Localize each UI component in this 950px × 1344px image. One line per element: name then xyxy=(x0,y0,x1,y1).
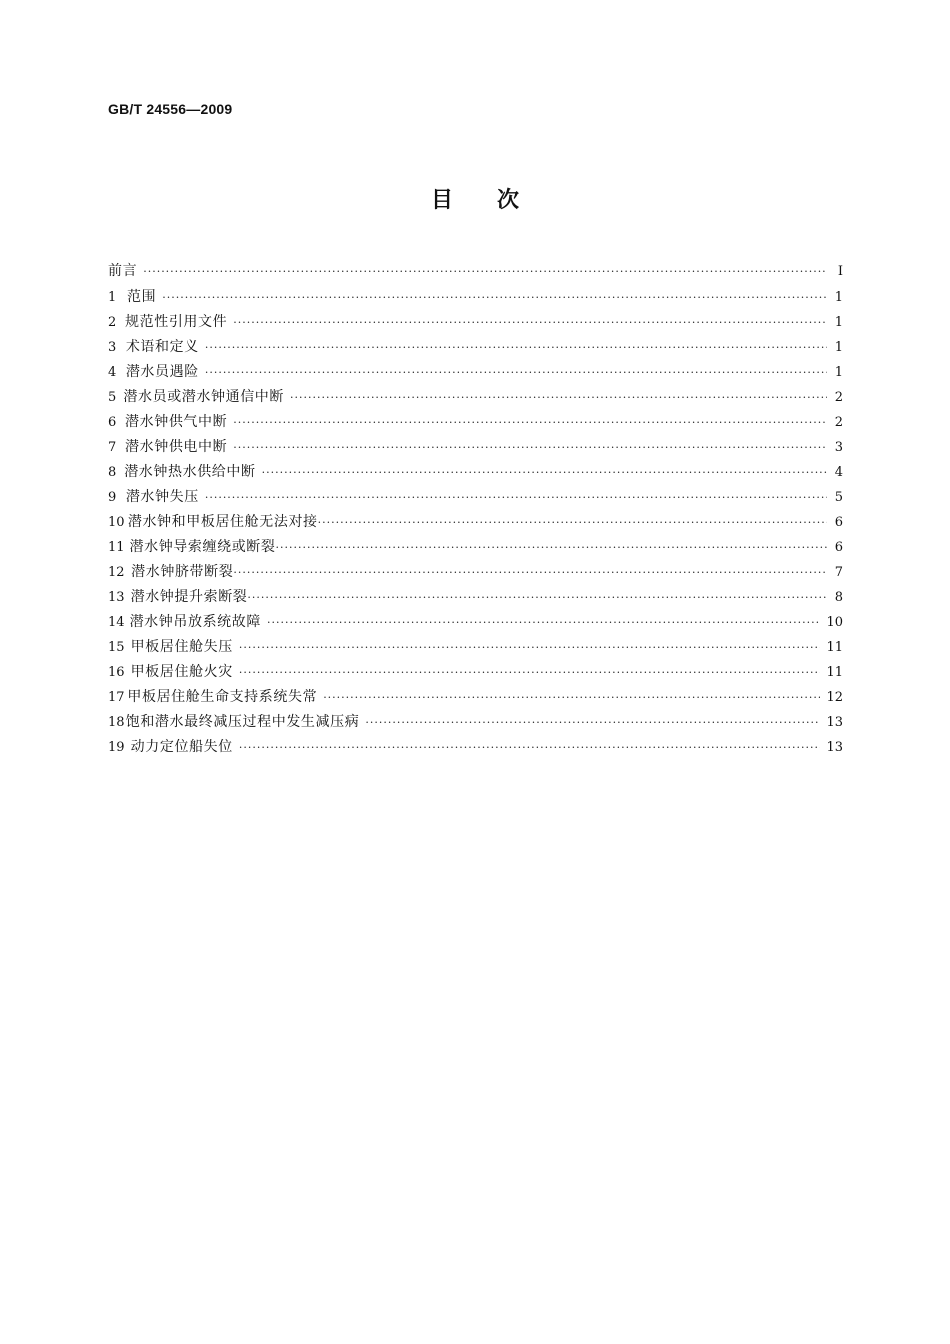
toc-entry[interactable] xyxy=(108,610,843,635)
toc-entry-label: 甲板居住舱火灾 xyxy=(130,664,233,680)
toc-entry[interactable] xyxy=(108,635,843,660)
toc-entry-number: 1 xyxy=(108,290,117,305)
toc-dot-leader xyxy=(205,335,827,360)
toc-dot-leader xyxy=(290,385,827,410)
toc-entry-page: 11 xyxy=(826,665,843,680)
toc-entry-page: 12 xyxy=(826,690,843,705)
toc-entry-number: 19 xyxy=(108,740,125,755)
toc-entry-label: 甲板居住舱失压 xyxy=(130,639,233,655)
toc-entry-page: 7 xyxy=(834,565,843,580)
toc-entry-label: 潜水钟导索缠绕或断裂 xyxy=(129,539,276,555)
toc-entry-page: 13 xyxy=(826,715,843,730)
toc-entry[interactable] xyxy=(108,585,843,610)
toc-entry[interactable] xyxy=(108,460,843,485)
toc-entry-number: 16 xyxy=(108,665,125,680)
toc-entry-number: 7 xyxy=(108,440,117,455)
toc-entry[interactable] xyxy=(108,310,843,335)
toc-dot-leader xyxy=(205,485,827,510)
toc-entry[interactable] xyxy=(108,485,843,510)
toc-dot-leader xyxy=(233,560,827,585)
toc-dot-leader xyxy=(239,735,821,760)
toc-entry-number: 17 xyxy=(108,690,125,705)
toc-entry-page: 13 xyxy=(826,740,843,755)
standard-code: GB/T 24556—2009 xyxy=(108,101,233,117)
toc-entry[interactable] xyxy=(108,660,843,685)
toc-entry-page: 6 xyxy=(834,540,843,555)
toc-entry-page: 10 xyxy=(826,615,843,630)
toc-entry-page: 2 xyxy=(834,390,843,405)
toc-entry[interactable] xyxy=(108,335,843,360)
toc-entry-label: 术语和定义 xyxy=(125,339,199,355)
toc-entry-page: 3 xyxy=(834,440,843,455)
toc-entry-number: 13 xyxy=(108,590,125,605)
toc-entry-page: I xyxy=(837,264,843,279)
toc-entry-label: 潜水员遇险 xyxy=(125,364,199,380)
toc-entry-page: 6 xyxy=(834,515,843,530)
toc-dot-leader xyxy=(247,585,827,610)
toc-entry-label: 潜水钟供电中断 xyxy=(125,439,228,455)
toc-entry-number: 9 xyxy=(108,490,117,505)
toc-entry-label: 潜水钟热水供给中断 xyxy=(124,464,256,480)
toc-dot-leader xyxy=(365,710,820,735)
toc-dot-leader xyxy=(276,535,828,560)
toc-entry-number: 15 xyxy=(108,640,125,655)
toc-entry[interactable] xyxy=(108,435,843,460)
toc-entry-number: 11 xyxy=(108,540,125,555)
toc-entry-page: 1 xyxy=(834,290,843,305)
toc-entry-page: 1 xyxy=(834,365,843,380)
toc-entry[interactable] xyxy=(108,510,843,535)
toc-entry-number: 14 xyxy=(108,615,125,630)
toc-entry-number: 18 xyxy=(108,715,125,730)
toc-entry-label: 潜水员或潜水钟通信中断 xyxy=(123,389,284,405)
toc-dot-leader xyxy=(267,610,820,635)
toc-entry[interactable] xyxy=(108,560,843,585)
toc-entry-label: 规范性引用文件 xyxy=(125,314,228,330)
toc-dot-leader xyxy=(262,460,827,485)
toc-dot-leader xyxy=(233,410,827,435)
toc-entry[interactable] xyxy=(108,285,843,310)
toc-entry-label: 潜水钟失压 xyxy=(125,489,199,505)
toc-entry[interactable] xyxy=(108,385,843,410)
toc-dot-leader xyxy=(205,360,827,385)
toc-entry-number: 12 xyxy=(108,565,125,580)
toc-entry-page: 2 xyxy=(834,415,843,430)
toc-entry[interactable] xyxy=(108,685,843,710)
toc-entry-label: 甲板居住舱生命支持系统失常 xyxy=(127,689,318,705)
toc-entry-page: 11 xyxy=(826,640,843,655)
toc-entry-label: 动力定位船失位 xyxy=(130,739,233,755)
toc-entry-label: 前言 xyxy=(108,263,138,279)
toc-dot-leader xyxy=(143,259,827,284)
table-of-contents xyxy=(108,259,843,760)
toc-entry-number: 10 xyxy=(108,515,125,530)
toc-entry[interactable] xyxy=(108,735,843,760)
toc-entry-page: 5 xyxy=(834,490,843,505)
toc-entry-number: 4 xyxy=(108,365,117,380)
toc-dot-leader xyxy=(239,635,821,660)
toc-entry[interactable] xyxy=(108,710,843,735)
toc-entry-label: 潜水钟和甲板居住舱无法对接 xyxy=(127,514,318,530)
toc-entry-number: 3 xyxy=(108,340,117,355)
toc-dot-leader xyxy=(318,510,827,535)
toc-dot-leader xyxy=(233,310,827,335)
toc-entry-foreword[interactable] xyxy=(108,259,843,285)
toc-entry-page: 8 xyxy=(834,590,843,605)
toc-title: 目次 xyxy=(430,188,563,213)
toc-dot-leader xyxy=(233,435,827,460)
toc-entry-label: 范围 xyxy=(127,289,157,305)
toc-entry-label: 潜水钟供气中断 xyxy=(125,414,228,430)
toc-dot-leader xyxy=(323,685,820,710)
toc-entry-label: 潜水钟提升索断裂 xyxy=(130,589,248,605)
toc-dot-leader xyxy=(239,660,821,685)
toc-entry-page: 4 xyxy=(834,465,843,480)
toc-dot-leader xyxy=(162,285,827,310)
toc-entry[interactable] xyxy=(108,360,843,385)
toc-entry-page: 1 xyxy=(834,340,843,355)
toc-entry-number: 8 xyxy=(108,465,117,480)
toc-entry-label: 潜水钟脐带断裂 xyxy=(131,564,234,580)
toc-entry-number: 6 xyxy=(108,415,117,430)
toc-entry-label: 潜水钟吊放系统故障 xyxy=(129,614,261,630)
toc-entry-number: 5 xyxy=(108,390,117,405)
toc-entry[interactable] xyxy=(108,535,843,560)
toc-entry-page: 1 xyxy=(834,315,843,330)
toc-entry-number: 2 xyxy=(108,315,117,330)
toc-entry[interactable] xyxy=(108,410,843,435)
toc-entry-label: 饱和潜水最终减压过程中发生减压病 xyxy=(125,714,360,730)
